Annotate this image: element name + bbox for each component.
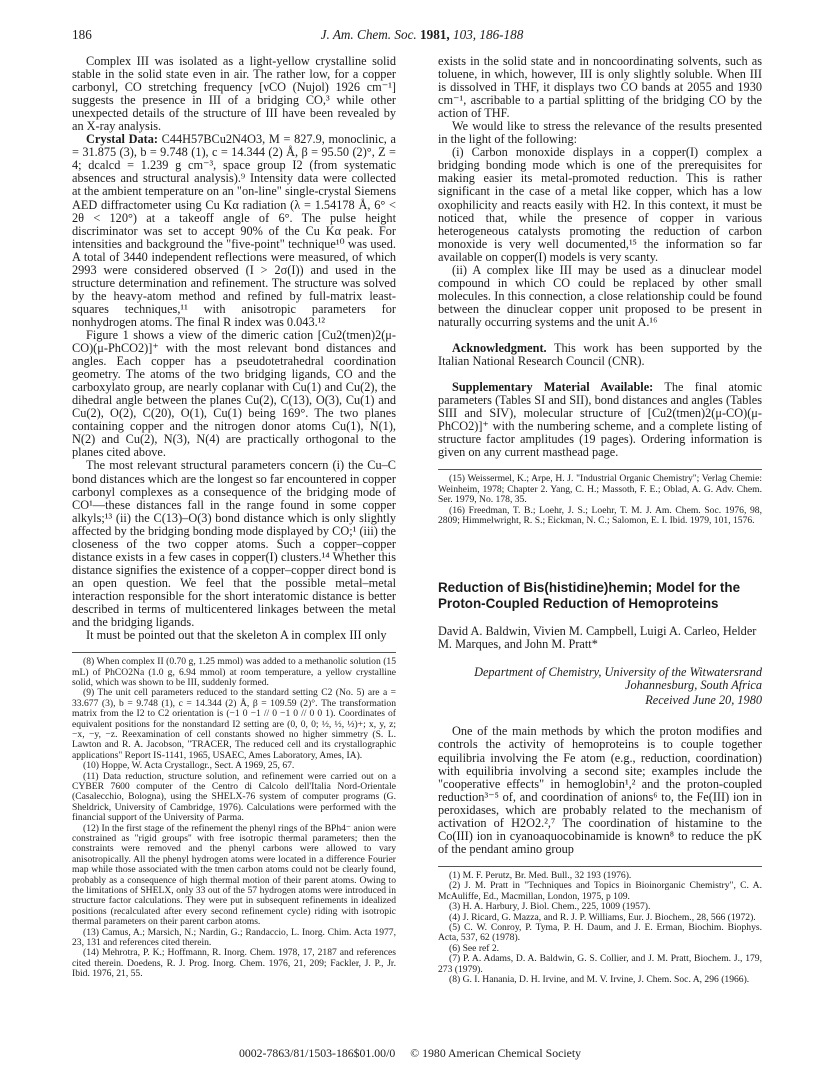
paragraph: (i) Carbon monoxide displays in a copper(I) complex a bridging bonding mode which is one of the prerequisites for making easier its metal-promoted reduction. This is rather significant in the case of a metal like copper, which has a low oxophilicity and reacts easily with H2. In this context, it must be noticed that, while the presence of copper in various heterogeneous catalysts promoting the reduction of carbon monoxide is very well documented,¹⁵ the information so far available on copper(I) models is very scanty.: [438, 145, 762, 264]
footnote: (12) In the first stage of the refinement the phenyl rings of the BPh4⁻ anion were constrained as "rigid groups" with free isotropic thermal parameters; then the constraints were removed and the phenyl carbons were allowed to vary anisotropically. All the phenyl hydrogen atoms were located in a difference Fourier map while those associated with the tmen carbon atoms could not be clearly found, probably as a consequence of high thermal motion of their parent atoms. Owing to the limitations of SHELX, only 33 out of the 57 hydrogen atoms were introduced in structure factor calculations. They were put in subsequent refinements in idealized positions (recalculated after every second refinement cycle) riding with isotropic thermal parameters on their parent carbon atoms.: [72, 822, 396, 928]
paragraph: We would like to stress the relevance of the results presented in the light of the following:: [438, 119, 762, 147]
right-column: [438, 55, 762, 985]
footnote: (1) M. F. Perutz, Br. Med. Bull., 32 193 (1976).: [449, 869, 632, 881]
paragraph: exists in the solid state and in noncoordinating solvents, such as toluene, in which, however, III is only slightly soluble. When III is dissolved in THF, it displays two CO bands at 2055 and 1930 cm⁻¹, ascribable to a partial splitting of the bridging CO by the action of THF.: [438, 54, 762, 121]
journal-year: 1981,: [420, 27, 450, 42]
acknowledgment-text: This work has been supported by the Italian National Research Council (CNR).: [438, 340, 762, 369]
copyright: © 1980 American Chemical Society: [410, 1046, 582, 1060]
paragraph: The most relevant structural parameters concern (i) the Cu–C bond distances which are the longest so far encountered in copper carbonyl complexes as a consequence of the bridging mode of CO¹—these distances fall in the range found in some copper alkyls;¹³ (ii) the C(13)–O(3) bond distance which is only slightly affected by the bridging bonding mode displayed by CO;¹ (iii) the closeness of the two copper atoms. Such a copper–copper distance exists in a few cases in copper(I) clusters.¹⁴ Whether this distance signifies the existence of a copper–copper direct bond is an open question. We feel that the possible metal–metal interaction responsible for the short interatomic distance is better described in terms of multicentered linkages between the metal and the bridging ligands.: [72, 458, 396, 630]
paragraph: (ii) A complex like III may be used as a dinuclear model compound in which CO could be replaced by other small molecules. In this connection, a close relationship could be found between the dinuclear copper unit proposed to be present in naturally occurring systems and the unit A.¹⁶: [438, 262, 762, 329]
journal-volume: 103,: [453, 27, 477, 42]
paragraph: Complex III was isolated as a light-yellow crystalline solid stable in the solid state even in air. The rather low, for a copper carbonyl, CO stretching frequency [νCO (Nujol) 1926 cm⁻¹] suggests the presence in III of a bridging CO,³ while other unexpected details of the structure of III have been revealed by an X-ray analysis.: [72, 54, 396, 134]
paragraph: One of the main methods by which the proton modifies and controls the activity of hemoproteins is to couple together equilibria involving the Fe atom (e.g., reduction, coordination) with equilibria involving a second site; examples include the "cooperative effects" in hemoglobin¹,² and the proton-coupled reduction³⁻⁵ of, and coordination of anions⁶ to, the Fe(III) ion in peroxidases, which are probably related to the mechanism of activation of H2O2.²,⁷ The coordination of histamine to the Co(III) ion in cyanoaquocobinamide is known⁸ to reduce the pK of the pendant amino group: [438, 724, 762, 856]
footnote-divider: [438, 866, 762, 867]
crystal-data-paragraph: [72, 133, 396, 329]
page-footer: [0, 1046, 820, 1061]
footnote: (11) Data reduction, structure solution, and refinement were carried out on a CYBER 7600 computer of the Centro di Calcolo dell'Italia Nord-Orientale (Casalecchio, Bologna), using the SHELX-76 system of computer programs (G. Sheldrick, University of Cambridge, 1976). Calculations were performed with the financial support of the University of Parma.: [72, 770, 396, 824]
footnote: (6) See ref 2.: [449, 942, 500, 954]
author-list: David A. Baldwin, Vivien M. Campbell, Luigi A. Carleo, Helder M. Marques, and John M. Pratt*: [438, 623, 757, 652]
footnotes: [72, 657, 396, 980]
issn-code: 0002-7863/81/1503-186$01.00/0: [238, 1046, 396, 1060]
footnote: (16) Freedman, T. B.; Loehr, J. S.; Loehr, T. M. J. Am. Chem. Soc. 1976, 98, 2809; Himmelwright, R. S.; Eickman, N. C.; Salomon, E. I. Ibid. 1979, 101, 1576.: [438, 504, 762, 526]
paragraph: Figure 1 shows a view of the dimeric cation [Cu2(tmen)2(μ-CO)(μ-PhCO2)]⁺ with the most relevant bond distances and angles. Each copper has a pseudotetrahedral coordination geometry. The atoms of the two bridging ligands, CO and the carboxylato group, are nearly coplanar with Cu(1) and Cu(2), the dihedral angle between the planes Cu(2), C(13), O(3), Cu(1) and Cu(2), O(2), C(20), O(1), Cu(1) being 169°. The two planes containing copper and the nitrogen donor atoms Cu(1), N(1), N(2) and Cu(2), N(3), N(4) are practically orthogonal to the planes cited above.: [72, 327, 396, 460]
footnote: (2) J. M. Pratt in "Techniques and Topics in Bioinorganic Chemistry", C. A. McAuliffe, Ed., Macmillan, London, 1975, p 109.: [438, 880, 762, 902]
footnote: (8) G. I. Hanania, D. H. Irvine, and M. V. Irvine, J. Chem. Soc. A, 296 (1966).: [449, 973, 750, 985]
article-title: Reduction of Bis(histidine)hemin; Model for the Proton-Coupled Reduction of Hemoproteins: [438, 580, 741, 611]
paragraph: It must be pointed out that the skeleton A in complex III only: [86, 628, 387, 643]
footnote: (8) When complex II (0.70 g, 1.25 mmol) was added to a methanolic solution (15 mL) of PhCO2Na (1.0 g, 6.94 mmol) at room temperature, a yellow crystalline solid, which was shown to be III, suddenly formed.: [72, 656, 396, 688]
footnote: (10) Hoppe, W. Acta Crystallogr., Sect. A 1969, 25, 67.: [83, 760, 295, 772]
footnote: (5) C. W. Conroy, P. Tyma, P. H. Daum, and J. E. Erman, Biochim. Biophys. Acta, 537, 62 (1978).: [438, 921, 762, 944]
run-in-heading: Acknowledgment.: [452, 340, 547, 355]
journal-name: J. Am. Chem. Soc.: [320, 27, 417, 42]
supplementary-material: [438, 381, 762, 459]
crystal-data-text: C44H57BCu2N4O3, M = 827.9, monoclinic, a = 31.875 (3), b = 9.748 (1), c = 14.344 (2) Å, β = 95.50 (2)°, Z = 4; dcalcd = 1.239 g cm⁻³, space group I2 (from systematic absences and structural analysis).⁹ Intensity data were collected at the ambient temperature on an "on-line" single-crystal Siemens AED diffractometer using Cu Kα radiation (λ = 1.54178 Å, 6° < 2θ < 120°) at a takeoff angle of 6°. The pulse height discriminator was set to accept 90% of the Cu Kα peak. For intensities and background the "five-point" technique¹⁰ was used. A total of 3440 independent reflections were measured, of which 2993 were considered observed (I > 2σ(I)) and used in the structure determination and refinement. The structure was solved by the heavy-atom method and refined by full-matrix least-squares techniques,¹¹ with anisotropic parameters for nonhydrogen atoms. The final R index was 0.043.¹²: [72, 132, 397, 329]
acknowledgment: [438, 342, 762, 368]
page-header: [72, 27, 772, 45]
footnote: (3) H. A. Harbury, J. Biol. Chem., 225, 1009 (1957).: [449, 901, 651, 913]
footnotes: [438, 871, 762, 985]
footnote-divider: [72, 652, 396, 653]
journal-pages: 186-188: [479, 27, 524, 42]
footnote: (9) The unit cell parameters reduced to the standard setting C2 (No. 5) are a = 33.677 (3), b = 9.748 (1), c = 14.344 (2) Å, β = 109.59 (2)°. The transformation matrix from the I2 to C2 orientation is (−1 0 −1 // 0 −1 0 // 0 0 1). Coordinates of equivalent positions for the nonstandard I2 setting are (0, 0, 0; ½, ½, ½)+; x, y, z; −x, −y, −z. Reexamination of cell constants showed no higher simmetry (S. L. Lawton and R. A. Jacobson, "TRACER, The reduced cell and its crystallographic applications" Report IS-1141, 1965, USAEC, Ames Laboratory, Ames, IA).: [72, 687, 396, 761]
affiliation: Department of Chemistry, University of the Witwatersrand Johannesburg, South Africa: [474, 664, 762, 693]
footnote: (14) Mehrotra, P. K.; Hoffmann, R. Inorg. Chem. 1978, 17, 2187 and references cited therein. Doedens, R. J. Prog. Inorg. Chem. 1976, 21, 209; Fackler, J. P., Jr. Ibid. 1976, 21, 55.: [72, 947, 396, 980]
received-date: Received June 20, 1980: [645, 693, 762, 708]
left-column: [72, 55, 396, 980]
supplementary-text: The final atomic parameters (Tables SI and SII), bond distances and angles (Tables SIII and SIV), molecular structure of [Cu2(tmen)2(μ-CO)(μ-PhCO2)]⁺ with the numbering scheme, and a complete listing of structure factor amplitudes (19 pages). Ordering information is given on any current masthead page.: [438, 380, 762, 460]
page-number: 186: [72, 27, 92, 42]
footnotes: [438, 474, 762, 526]
run-in-heading: Crystal Data:: [86, 132, 158, 147]
running-head: [72, 27, 772, 43]
footnote: (15) Weissermel, K.; Arpe, H. J. "Industrial Organic Chemistry"; Verlag Chemie: Weinheim, 1978; Chapter 2. Yang, C. H.; Massoth, F. E.; Oblad, A. G. Adv. Chem. Ser. 1979, No. 178, 35.: [438, 473, 762, 506]
new-article: [438, 580, 762, 985]
footnote: (7) P. A. Adams, D. A. Baldwin, G. S. Collier, and J. M. Pratt, Biochem. J., 179, 273 (1979).: [438, 953, 762, 975]
footnote-divider: [438, 469, 762, 470]
footnote: (4) J. Ricard, G. Mazza, and R. J. P. Williams, Eur. J. Biochem., 28, 566 (1972).: [449, 911, 756, 923]
run-in-heading: Supplementary Material Available:: [452, 380, 654, 395]
footnote: (13) Camus, A.; Marsich, N.; Nardin, G.; Randaccio, L. Inorg. Chim. Acta 1977, 23, 131 and references cited therein.: [72, 926, 396, 949]
